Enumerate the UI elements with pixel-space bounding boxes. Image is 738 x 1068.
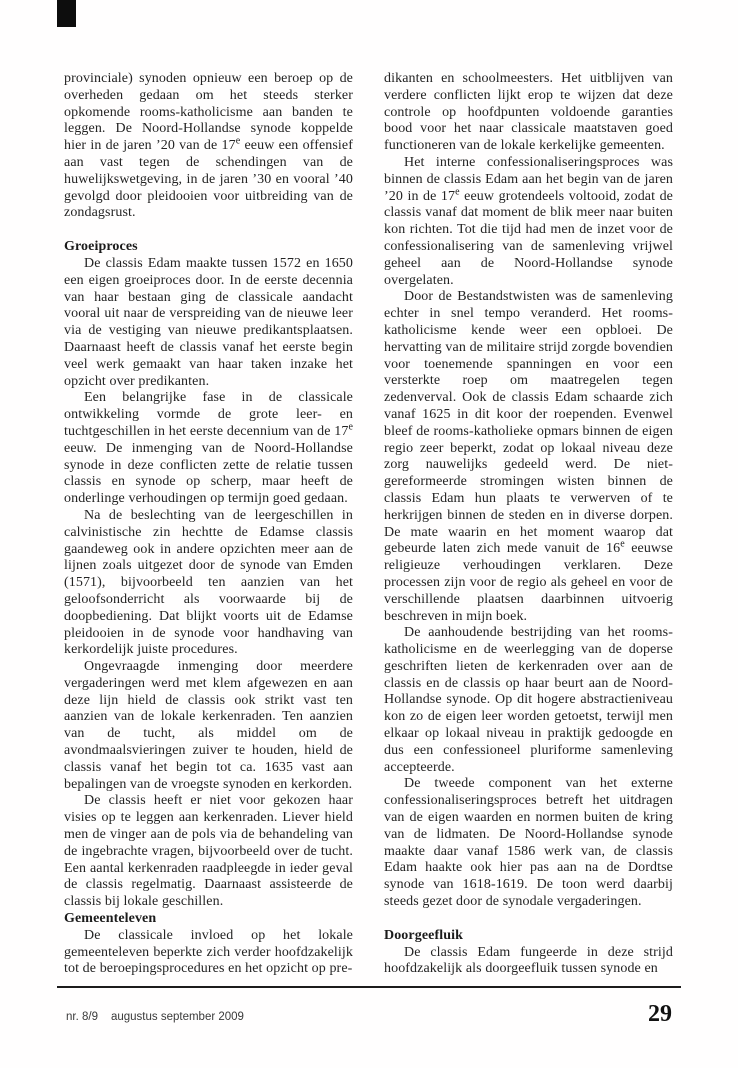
- paragraph: De tweede component van het externe confessionaliseringsproces betreft het uitdragen van de eigen waarden en normen buiten de kring van de lidmaten. De Noord-Hollandse synode maakte daar vanaf 1586 werk van, de classis Edam haakte ook hier pas aan na de Dordtse synode van 1618-1619. De toon werd daarbij steeds gezet door de synodale vergaderingen.: [384, 776, 673, 910]
- text-column-right: [384, 71, 673, 978]
- section-heading: Groeiproces: [64, 239, 138, 255]
- paragraph: Ongevraagde inmenging door meerdere vergaderingen werd met klem afgewezen en aan deze lijn hield de classis ook strikt vast ten aanzien van de lokale kerkenraden. Ten aanzien van de tucht, als middel om de avondmaalsvieringen zuiver te houden, hield de classis vanaf het begin tot ca. 1635 vast aan bepalingen van de vroegste synoden en kerkorden.: [64, 659, 353, 792]
- footer-imprint: [66, 1011, 244, 1023]
- paragraph: De classis Edam maakte tussen 1572 en 1650 een eigen groeiproces door. In de eerste decennia van haar bestaan ging de classicale aandacht vooral uit naar de verspreiding van de nieuwe leer via de vestiging van nieuwe predikantsplaatsen. Daarnaast heeft de classis vanaf het eerste begin veel werk gemaakt van haar taken inzake het opzicht over predikanten.: [64, 255, 353, 389]
- issue-date: augustus september 2009: [110, 1011, 244, 1023]
- paragraph: Door de Bestandstwisten was de samenleving echter in snel tempo veranderd. Het rooms-katholicisme kende weer een opbloei. De hervatting van de militaire strijd zorgde bovendien voor toenemende spanningen en voor een versterkte roep om maatregelen tegen zedenverval. Ook de classis Edam schaarde zich vanaf 1625 in dit koor der roependen. Evenwel bleef de rooms-katholieke opmars binnen de eigen regio zeer beperkt, zodat op lokaal niveau deze zorg nauwelijks gedeeld werd. De niet-gereformeerde stromingen wisten binnen de classis Edam hun plaats te verwerven of te herkrijgen binnen de steden en in diverse dorpen. De mate waarin en het moment waarop dat gebeurde laten zich mede vanuit de 16e eeuwse religieuze verhoudingen verklaren. Deze processen zijn voor de regio als geheel en voor de verschillende plaatsen daarbinnen uitvoerig beschreven in mijn boek.: [384, 289, 673, 624]
- paragraph: Het interne confessionaliseringsproces was binnen de classis Edam aan het begin van de jaren ’20 in de 17e eeuw grotendeels voltooid, zodat de classis vanaf dat moment de blik meer naar buiten kon richten. Tot die tijd had men de inzet voor de confessionalisering van de samenleving vrijwel geheel aan de Noord-Hollandse synode overgelaten.: [384, 154, 674, 288]
- paragraph: provinciale) synoden opnieuw een beroep op de overheden gedaan om het steeds sterker opkomende rooms-katholicisme aan banden te leggen. De Noord-Hollandse synode koppelde hier in de jaren ’20 van de 17e eeuw een offensief aan vast tegen de schendingen van de huwelijkswetgeving, in de jaren ’30 en vooral ’40 gevolgd door pleidooien voor uitbreiding van de zondagsrust.: [64, 71, 353, 221]
- paragraph: De classis heeft er niet voor gekozen haar visies op te leggen aan kerkenraden. Liever hield men de vinger aan de pols via de behandeling van de ingebrachte vragen, bijvoorbeeld over de tucht. Een aantal kerkenraden raadpleegde in ieder geval de classis regelmatig. Daarnaast assisteerde de classis bij lokale geschillen.: [64, 793, 353, 910]
- paragraph: De classis Edam fungeerde in deze strijd hoofdzakelijk als doorgeefluik tussen synode en: [384, 944, 673, 977]
- page-number: 29: [648, 1001, 672, 1027]
- section-heading: Doorgeefluik: [384, 927, 463, 943]
- paragraph: dikanten en schoolmeesters. Het uitblijven van verdere conflicten lijkt erop te wijzen dat deze controle op hoofdpunten voldoende garanties bood voor het naar classicale maatstaven goed functioneren van de lokale kerkelijke gemeenten.: [384, 71, 673, 154]
- section-heading: Gemeenteleven: [64, 911, 157, 927]
- issue-number: nr. 8/9: [66, 1011, 98, 1023]
- paragraph: Na de beslechting van de leergeschillen in calvinistische zin hechtte de Edamse classis gaandeweg ook in andere opzichten meer aan de lijnen zoals uitgezet door de synode van Emden (1571), bijvoorbeeld ten aanzien van het geloofsonderricht als voorwaarde bij de doopbediening. Dat blijkt voorts uit de Edamse pleidooien in de synode voor handhaving van kerkordelijk juiste procedures.: [64, 507, 353, 658]
- scan-corner-mark: [57, 0, 76, 27]
- paragraph: De aanhoudende bestrijding van het rooms-katholicisme en de weerlegging van de doperse geschriften lieten de kerkenraden over aan de classis en de classis op haar beurt aan de Noord-Hollandse synode. Op dit hogere abstractieniveau kon zo de eigen leer worden getoetst, terwijl men elkaar op lokaal niveau in praktijk gedoogde en dus een confessioneel pluriforme samenleving accepteerde.: [384, 625, 673, 775]
- paragraph: Een belangrijke fase in de classicale ontwikkeling vormde de grote leer- en tuchtgeschillen in het eerste decennium van de 17e eeuw. De inmenging van de Noord-Hollandse synode in deze conflicten zette de relatie tussen classis en synode op scherp, maar heeft de onderlinge verhoudingen op termijn goed gedaan.: [64, 390, 353, 507]
- paragraph: De classicale invloed op het lokale gemeenteleven beperkte zich verder hoofdzakelijk tot de beroepingsprocedures en het opzicht op pre-: [64, 927, 353, 977]
- footer-divider: [57, 986, 681, 988]
- text-column-left: [64, 71, 353, 978]
